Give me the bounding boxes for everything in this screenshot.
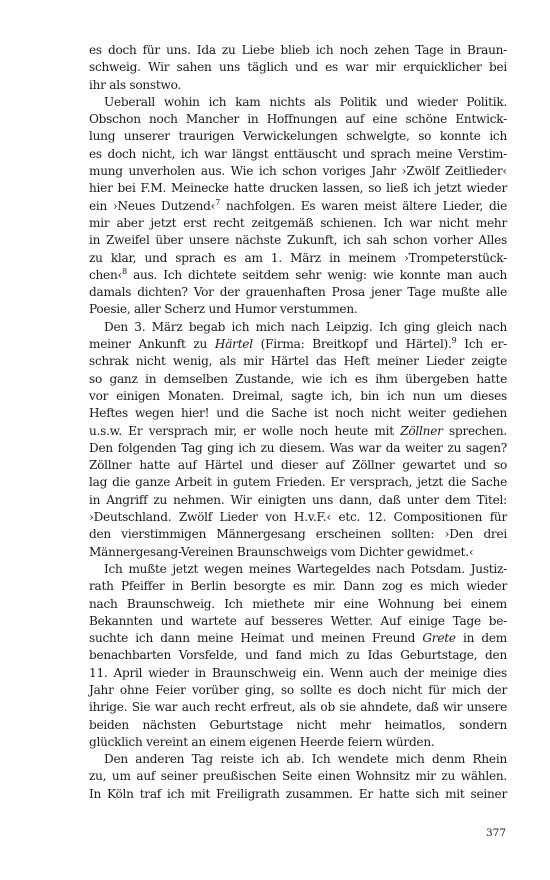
text-line: mung unverholen aus. Wie ich schon voriges Jahr ›Zwölf Zeitlieder‹ — [89, 164, 507, 179]
text-line: schweig. Wir sahen uns täglich und es war mir erquicklicher bei — [89, 60, 507, 75]
book-page-body — [89, 42, 507, 803]
text-line: Poesie, aller Scherz und Humor verstummen. — [89, 302, 358, 317]
text-line: Den 3. März begab ich mich nach Leipzig. Ich ging gleich nach — [104, 319, 507, 334]
text-line: schrak nicht wenig, als mir Härtel das Heft meiner Lieder zeigte — [89, 354, 507, 369]
text-line: glücklich vereint an einem eigenen Heerde feiern würden. — [89, 734, 435, 749]
paragraph-4 — [89, 561, 507, 751]
text-line: Den folgenden Tag ging ich zu diesem. Was war da weiter zu sagen? — [89, 440, 507, 455]
text-line: ›Deutschland. Zwölf Lieder von H.v.F.‹ etc. 12. Compositionen für — [89, 510, 507, 525]
text-line: in Angriff zu nehmen. Wir einigten uns dann, daß unter dem Titel: — [89, 492, 507, 507]
text-line: nach Braunschweig. Ich miethete mir eine Wohnung bei einem — [89, 596, 507, 611]
text-line: ihr als sonstwo. — [89, 77, 182, 92]
text-line: es doch nicht, ich war längst enttäuscht und sprach meine Verstim- — [89, 146, 507, 161]
text-line: damals dichten? Vor der grauenhaften Prosa jener Tage mußte alle — [89, 285, 507, 300]
text-line: lag die ganze Arbeit in gutem Frieden. Er versprach, jetzt die Sache — [89, 475, 507, 490]
paragraph-2 — [89, 94, 507, 319]
text-line: benachbarten Vorsfelde, und fand mich zu Idas Geburtstage, den — [89, 648, 507, 663]
paragraph-3 — [89, 319, 507, 561]
paragraph-5 — [89, 751, 507, 803]
text-line: rath Pfeiffer in Berlin besorgte es mir. Dann zog es mich wieder — [89, 579, 507, 594]
text-line: ein ›Neues Dutzend‹$^7$ nachfolgen. Es waren meist ältere Lieder, die — [89, 197, 507, 213]
text-line: 11. April wieder in Braunschweig ein. Wenn auch der meinige dies — [89, 665, 507, 680]
text-line: ihrige. Sie war auch recht erfreut, als ob sie ahndete, daß wir unsere — [89, 700, 507, 715]
text-line: in Zweifel über unsere nächste Zukunft, ich sah schon vorher Alles — [89, 233, 507, 248]
text-line: zu klar, und sprach es am 1. März in meinem ›Trompeterstück- — [89, 250, 507, 265]
text-line: es doch für uns. Ida zu Liebe blieb ich noch zehen Tage in Braun- — [89, 43, 507, 57]
page-number: 377 — [485, 827, 506, 839]
text-line: Zöllner hatte auf Härtel und dieser auf Zöllner gewartet und so — [89, 458, 507, 473]
text-line: In Köln traf ich mit Freiligrath zusammen. Er hatte sich mit seiner — [89, 786, 507, 801]
text-line: so ganz in demselben Zustande, wie ich es ihm übergeben hatte — [89, 371, 507, 386]
text-line: Männergesang-Vereinen Braunschweigs vom Dichter gewidmet.‹ — [89, 544, 474, 559]
text-line: lung unserer traurigen Verwickelungen schwelgte, so konnte ich — [89, 129, 507, 144]
text-line: chen‹$^8$ aus. Ich dichtete seitdem sehr wenig: wie konnte man auch — [89, 266, 507, 282]
text-line: suchte ich dann meine Heimat und meinen Freund Grete in dem — [89, 631, 507, 646]
text-line: meiner Ankunft zu Härtel (Firma: Breitkopf und Härtel).$^9$ Ich er- — [89, 336, 507, 352]
text-line: Obschon noch Mancher in Hoffnungen auf eine schöne Entwick- — [89, 112, 507, 127]
text-line: Den anderen Tag reiste ich ab. Ich wendete mich denm Rhein — [104, 752, 507, 767]
text-line: vor einigen Monaten. Dreimal, sagte ich, bin ich nun um dieses — [89, 388, 507, 403]
text-line: u.s.w. Er versprach mir, er wolle noch heute mit Zöllner sprechen. — [89, 423, 507, 438]
text-line: hier bei F.M. Meinecke hatte drucken lassen, so ließ ich jetzt wieder — [89, 181, 507, 196]
text-line: Ich mußte jetzt wegen meines Wartegeldes nach Potsdam. Justiz- — [104, 561, 507, 576]
text-line: Heftes wegen hier! und die Sache ist noch nicht weiter gediehen — [89, 406, 507, 421]
paragraph-1 — [89, 42, 507, 94]
text-line: zu, um auf seiner preußischen Seite einen Wohnsitz mir zu wählen. — [89, 769, 507, 784]
text-line: Jahr ohne Feier vorüber ging, so sollte es doch nicht für mich der — [89, 682, 507, 697]
text-line: Ueberall wohin ich kam nichts als Politik und wieder Politik. — [104, 94, 507, 109]
text-line: beiden nächsten Geburtstage nicht mehr heimatlos, sondern — [89, 717, 507, 732]
text-line: den vierstimmigen Männergesang erscheinen sollten: ›Den drei — [89, 527, 507, 542]
text-line: Bekannten und wartete auf besseres Wetter. Auf einige Tage be- — [89, 613, 507, 628]
text-line: mir aber jetzt erst recht zeitgemäß schienen. Ich war nicht mehr — [89, 215, 507, 230]
